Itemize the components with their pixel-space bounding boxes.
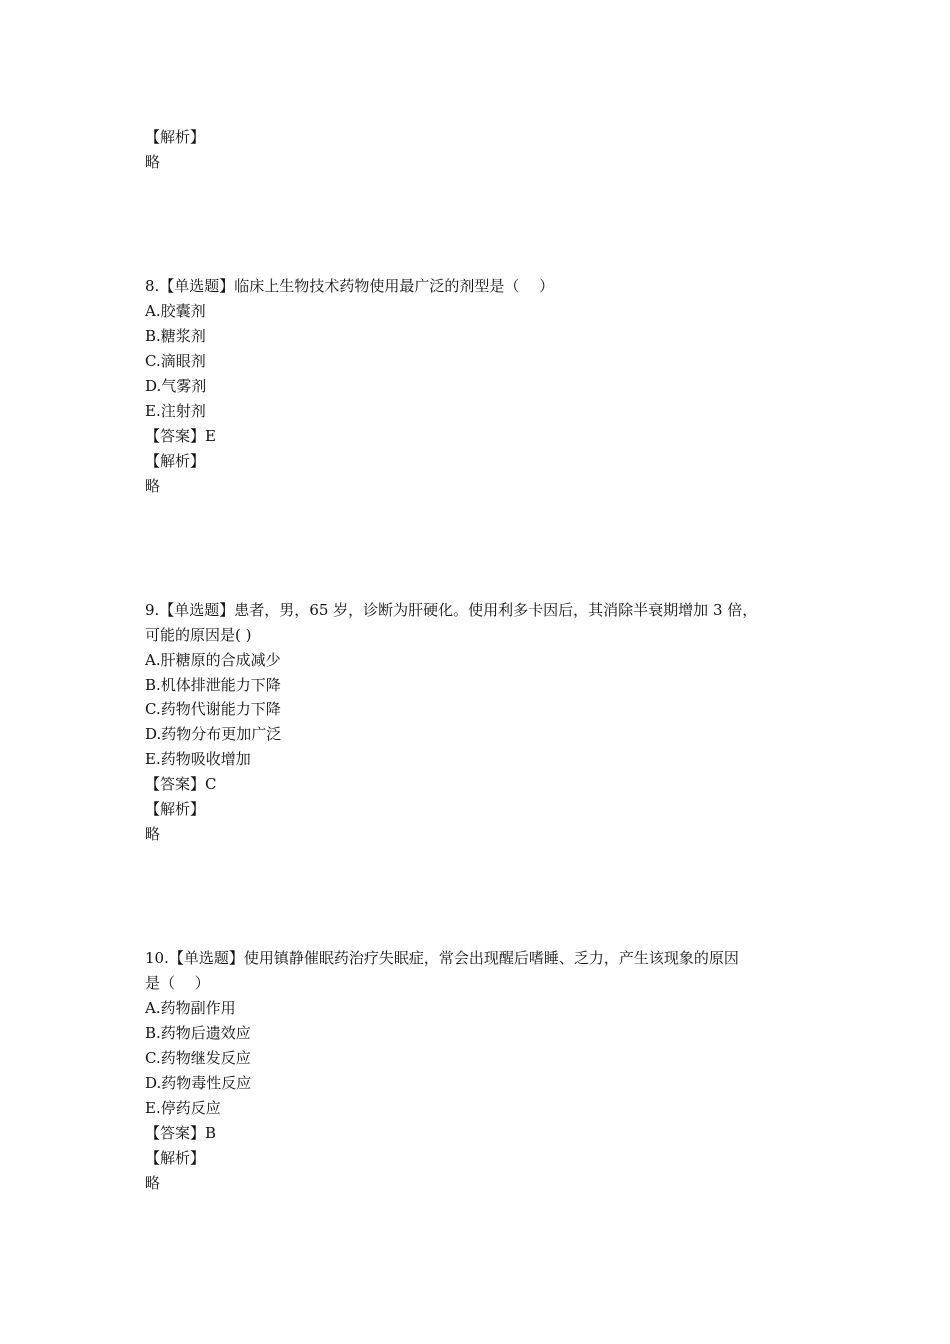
option-a: A.胶囊剂 xyxy=(145,302,206,320)
question-stem-cont: 是（ ） xyxy=(145,974,210,992)
analysis-text: 略 xyxy=(145,477,161,495)
analysis-label: 【解析】 xyxy=(145,1149,206,1167)
option-e: E.药物吸收增加 xyxy=(145,750,251,768)
question-stem-cont: 可能的原因是( ) xyxy=(145,626,252,644)
analysis-text: 略 xyxy=(145,153,161,171)
option-c: C.药物代谢能力下降 xyxy=(145,700,281,718)
option-e: E.停药反应 xyxy=(145,1099,221,1117)
analysis-label: 【解析】 xyxy=(145,452,206,470)
option-d: D.气雾剂 xyxy=(145,377,207,395)
analysis-label: 【解析】 xyxy=(145,800,206,818)
option-e: E.注射剂 xyxy=(145,402,206,420)
analysis-text: 略 xyxy=(145,825,161,843)
option-a: A.药物副作用 xyxy=(145,999,236,1017)
question-stem: 8.【单选题】临床上生物技术药物使用最广泛的剂型是（ ） xyxy=(145,277,555,295)
analysis-label: 【解析】 xyxy=(145,128,206,146)
option-b: B.糖浆剂 xyxy=(145,327,206,345)
option-d: D.药物分布更加广泛 xyxy=(145,725,282,743)
answer-line: 【答案】C xyxy=(145,775,217,793)
answer-line: 【答案】E xyxy=(145,427,216,445)
option-c: C.药物继发反应 xyxy=(145,1049,251,1067)
question-stem: 9.【单选题】患者，男，65 岁，诊断为肝硬化。使用利多卡因后，其消除半衰期增加 3 倍， xyxy=(145,601,758,619)
option-b: B.机体排泄能力下降 xyxy=(145,676,281,694)
question-stem: 10.【单选题】使用镇静催眠药治疗失眠症，常会出现醒后嗜睡、乏力，产生该现象的原因 xyxy=(145,949,739,967)
analysis-text: 略 xyxy=(145,1174,161,1192)
option-c: C.滴眼剂 xyxy=(145,352,206,370)
option-a: A.肝糖原的合成减少 xyxy=(145,651,281,669)
option-b: B.药物后遗效应 xyxy=(145,1024,251,1042)
option-d: D.药物毒性反应 xyxy=(145,1074,252,1092)
answer-line: 【答案】B xyxy=(145,1124,217,1142)
